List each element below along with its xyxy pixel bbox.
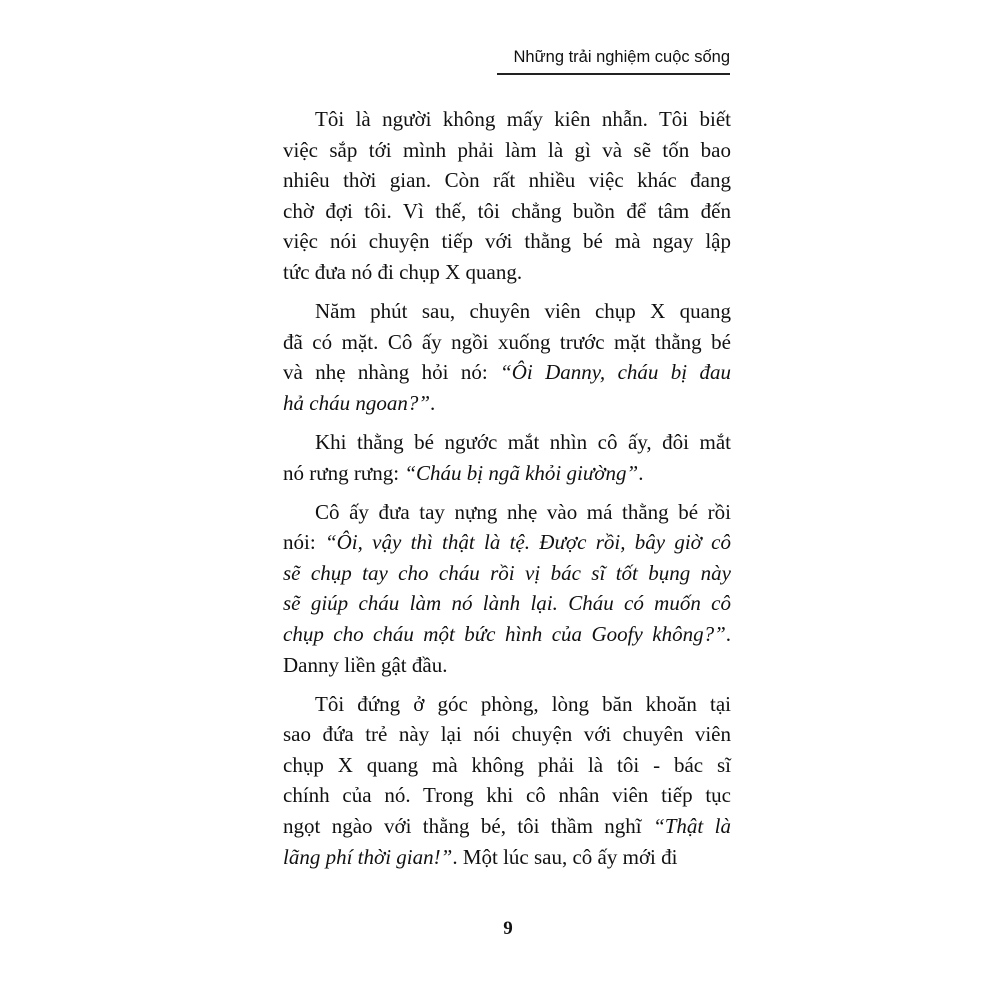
text-line bbox=[283, 811, 731, 842]
text-run: nó rưng rưng: bbox=[283, 460, 405, 485]
text-line bbox=[283, 135, 731, 166]
text-run: . bbox=[638, 460, 644, 485]
paragraph bbox=[283, 296, 731, 418]
italic-text-run: sẽ chụp tay cho cháu rồi vị bác sĩ tốt bụng này bbox=[283, 560, 731, 585]
text-run: . Một lúc sau, cô ấy mới đi bbox=[452, 844, 678, 869]
text-run: và nhẹ nhàng hỏi nó: bbox=[283, 360, 501, 385]
text-line bbox=[283, 357, 731, 388]
paragraph bbox=[283, 104, 731, 288]
text-run: Tôi đứng ở góc phòng, lòng băn khoăn tại bbox=[315, 691, 731, 716]
italic-text-run: “Cháu bị ngã khỏi giường” bbox=[404, 460, 639, 485]
text-line bbox=[283, 388, 731, 419]
italic-text-run: “Thật là bbox=[653, 814, 731, 839]
text-line bbox=[283, 165, 731, 196]
running-header-title: Những trải nghiệm cuộc sống bbox=[513, 48, 730, 66]
paragraph bbox=[283, 497, 731, 681]
text-run: chụp X quang mà không phải là tôi - bác sĩ bbox=[283, 752, 731, 777]
text-run: nói: bbox=[283, 530, 325, 555]
text-run: việc nói chuyện tiếp với thằng bé mà ngay lập bbox=[283, 229, 731, 254]
text-line bbox=[283, 780, 731, 811]
text-run: Danny liền gật đầu. bbox=[283, 652, 448, 677]
text-run: đã có mặt. Cô ấy ngồi xuống trước mặt thằng bé bbox=[283, 329, 731, 354]
text-run: chờ đợi tôi. Vì thế, tôi chẳng buồn để tâm đến bbox=[283, 198, 731, 223]
text-line bbox=[283, 104, 731, 135]
text-line bbox=[283, 558, 731, 589]
body-text bbox=[283, 104, 731, 881]
text-line bbox=[283, 650, 731, 681]
paragraph bbox=[283, 689, 731, 873]
text-line bbox=[283, 689, 731, 720]
text-run: việc sắp tới mình phải làm là gì và sẽ tốn bao bbox=[283, 137, 731, 162]
text-run: sao đứa trẻ này lại nói chuyện với chuyên viên bbox=[283, 722, 731, 747]
italic-text-run: “Ôi Danny, cháu bị đau bbox=[500, 360, 731, 385]
page-number: 9 bbox=[503, 918, 513, 939]
italic-text-run: sẽ giúp cháu làm nó lành lại. Cháu có muốn cô bbox=[283, 591, 731, 616]
text-run: Khi thằng bé ngước mắt nhìn cô ấy, đôi mắt bbox=[315, 429, 731, 454]
text-run: Tôi là người không mấy kiên nhẫn. Tôi biết bbox=[315, 107, 731, 131]
text-line bbox=[283, 327, 731, 358]
text-line bbox=[283, 842, 731, 873]
text-line bbox=[283, 497, 731, 528]
text-line bbox=[283, 719, 731, 750]
text-run: Cô ấy đưa tay nựng nhẹ vào má thằng bé rồi bbox=[315, 499, 731, 524]
text-run: . bbox=[430, 390, 436, 415]
text-run: Năm phút sau, chuyên viên chụp X quang bbox=[315, 299, 731, 324]
text-run: tức đưa nó đi chụp X quang. bbox=[283, 259, 523, 284]
text-line bbox=[283, 196, 731, 227]
header-rule bbox=[497, 73, 730, 75]
italic-text-run: “Ôi, vậy thì thật là tệ. Được rồi, bây giờ cô bbox=[324, 530, 731, 555]
italic-text-run: lãng phí thời gian!” bbox=[283, 844, 453, 869]
italic-text-run: hả cháu ngoan?” bbox=[283, 390, 430, 415]
text-line bbox=[283, 750, 731, 781]
text-line bbox=[283, 427, 731, 458]
text-run: . bbox=[725, 622, 731, 646]
italic-text-run: chụp cho cháu một bức hình của Goofy không?” bbox=[283, 622, 726, 646]
paragraph bbox=[283, 427, 731, 488]
text-line bbox=[283, 588, 731, 619]
text-line bbox=[283, 226, 731, 257]
text-line bbox=[283, 458, 731, 489]
text-line bbox=[283, 296, 731, 327]
text-run: nhiêu thời gian. Còn rất nhiều việc khác đang bbox=[283, 168, 731, 193]
text-run: ngọt ngào với thằng bé, tôi thầm nghĩ bbox=[283, 814, 654, 839]
text-line bbox=[283, 619, 731, 650]
text-line bbox=[283, 527, 731, 558]
text-line bbox=[283, 257, 731, 288]
text-run: chính của nó. Trong khi cô nhân viên tiếp tục bbox=[283, 783, 731, 808]
